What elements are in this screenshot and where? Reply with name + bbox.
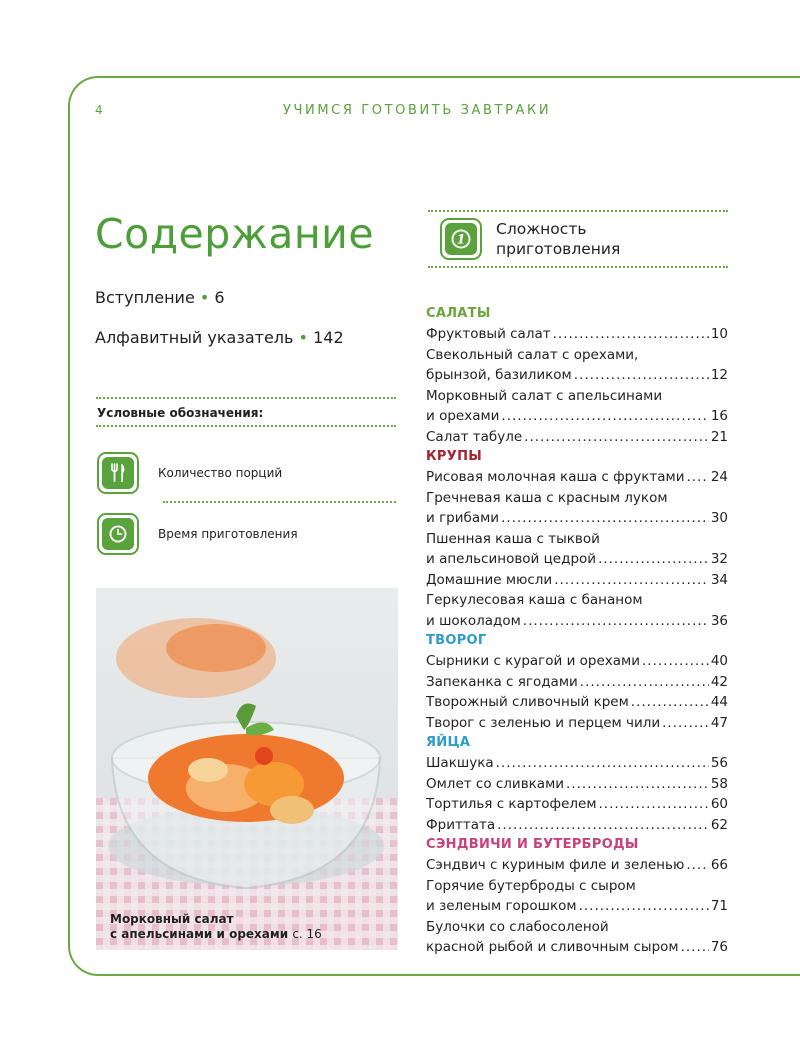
toc-leader-dots [681, 937, 709, 958]
photo-caption [110, 912, 322, 942]
toc-leader-dots [686, 855, 708, 876]
toc-entry-title: Свекольный салат с орехами, [426, 346, 639, 363]
toc-entry-page: 12 [710, 367, 728, 383]
toc-entry-title: Запеканка с ягодами [426, 673, 578, 690]
toc-section-heading: ТВОРОГ [426, 633, 487, 648]
toc-leader-dots [580, 672, 709, 693]
toc-leader-dots [574, 365, 709, 386]
toc-section-heading: ЯЙЦА [426, 735, 471, 750]
toc-leader-dots [631, 692, 709, 713]
toc-entry-title: брынзой, базиликом [426, 367, 572, 383]
toc-entry-title: Шакшука [426, 755, 494, 771]
toc-leader-dots [554, 570, 709, 591]
toc-entry-page: 76 [710, 939, 728, 955]
divider [163, 501, 396, 503]
table-of-contents [426, 304, 728, 958]
toc-entry-title: Сырники с курагой и орехами [426, 653, 641, 669]
divider [96, 425, 396, 427]
divider [428, 210, 728, 212]
difficulty-legend [440, 218, 620, 260]
caption-line1: Морковный салат [110, 912, 234, 926]
toc-entry-page: 58 [710, 775, 728, 792]
difficulty-line2: приготовления [496, 240, 621, 258]
page-number: 4 [95, 103, 103, 117]
toc-entry[interactable] [426, 672, 728, 693]
toc-entry[interactable] [426, 324, 728, 345]
toc-leader-dots [524, 427, 709, 448]
alphabetical-index-link[interactable] [95, 328, 344, 347]
divider [96, 397, 396, 399]
toc-entry-title: Горячие бутерброды с сыром [426, 877, 636, 894]
toc-entry-page: 66 [710, 857, 728, 873]
toc-entry-title: и апельсиновой цедрой [426, 551, 597, 567]
toc-entry[interactable] [426, 753, 728, 774]
salad-photo [96, 588, 398, 950]
caption-page: с. 16 [292, 927, 322, 941]
toc-entry-page: 42 [710, 673, 728, 690]
toc-entry-title: Гречневая каша с красным луком [426, 489, 668, 506]
toc-leader-dots [496, 753, 709, 774]
toc-leader-dots [642, 651, 709, 672]
toc-entry-page: 56 [710, 755, 728, 771]
toc-entry-title: Булочки со слабосоленой [426, 918, 609, 935]
intro-label: Вступление [95, 288, 195, 307]
toc-entry[interactable] [426, 815, 728, 836]
caption-line2: с апельсинами и орехами [110, 927, 289, 941]
cook-time-label: Время приготовления [158, 527, 298, 541]
legend-cook-time [97, 513, 298, 555]
toc-leader-dots [599, 794, 709, 815]
toc-leader-dots [686, 467, 708, 488]
toc-entry-title: Сэндвич с куриным филе и зеленью [426, 857, 685, 873]
divider [428, 266, 728, 268]
toc-entry[interactable] [426, 876, 728, 917]
toc-entry-page: 21 [710, 428, 728, 445]
toc-entry-title: Пшенная каша с тыквой [426, 530, 600, 547]
toc-entry-page: 30 [710, 510, 728, 526]
toc-entry-title: Фруктовый салат [426, 326, 551, 342]
toc-entry-title: Тортилья с картофелем [426, 796, 597, 812]
difficulty-badge-number: 1 [456, 232, 466, 248]
fork-knife-icon [97, 452, 139, 494]
toc-entry[interactable] [426, 774, 728, 795]
toc-entry-page: 44 [710, 694, 728, 710]
toc-entry[interactable] [426, 345, 728, 386]
toc-entry[interactable] [426, 427, 728, 448]
toc-entry-title: Творожный сливочный крем [426, 694, 629, 710]
toc-section-heading: СЭНДВИЧИ И БУТЕРБРОДЫ [426, 837, 639, 852]
toc-entry[interactable] [426, 488, 728, 529]
toc-section-heading: САЛАТЫ [426, 306, 491, 321]
toc-entry[interactable] [426, 855, 728, 876]
toc-entry-page: 36 [710, 612, 728, 629]
toc-entry-page: 62 [710, 816, 728, 833]
toc-entry-title: Геркулесовая каша с бананом [426, 592, 643, 608]
toc-entry[interactable] [426, 794, 728, 815]
toc-leader-dots [598, 549, 709, 570]
toc-entry-title: Омлет со сливками [426, 775, 565, 792]
toc-entry[interactable] [426, 917, 728, 958]
alphabetical-page: 142 [313, 328, 344, 347]
intro-page: 6 [214, 288, 225, 307]
contents-title: Содержание [95, 210, 375, 258]
intro-separator: • [199, 288, 210, 307]
toc-leader-dots [566, 774, 709, 795]
toc-entry[interactable] [426, 570, 728, 591]
toc-leader-dots [553, 324, 709, 345]
legend-servings [97, 452, 282, 494]
toc-section-heading: КРУПЫ [426, 449, 483, 464]
toc-entry-title: Салат табуле [426, 428, 523, 445]
toc-entry-page: 32 [710, 551, 728, 567]
toc-entry-title: Рисовая молочная каша с фруктами [426, 469, 685, 485]
toc-leader-dots [523, 611, 709, 632]
alphabetical-separator: • [298, 328, 308, 347]
toc-entry-page: 34 [710, 571, 728, 588]
toc-entry-page: 60 [710, 796, 728, 812]
toc-leader-dots [497, 815, 709, 836]
toc-entry-page: 47 [710, 714, 728, 731]
toc-entry-title: Творог с зеленью и перцем чили [426, 714, 661, 731]
toc-entry-title: и орехами [426, 408, 500, 424]
toc-entry-page: 40 [710, 653, 728, 669]
toc-entry[interactable] [426, 692, 728, 713]
running-title: УЧИМСЯ ГОТОВИТЬ ЗАВТРАКИ [283, 103, 552, 118]
toc-entry-page: 71 [710, 898, 728, 914]
toc-entry-page: 16 [710, 408, 728, 424]
toc-entry-page: 24 [710, 469, 728, 485]
toc-leader-dots [501, 406, 708, 427]
toc-entry-title: Фриттата [426, 816, 496, 833]
alphabetical-label: Алфавитный указатель [95, 328, 294, 347]
toc-leader-dots [579, 896, 709, 917]
toc-entry-title: и грибами [426, 510, 500, 526]
intro-link[interactable] [95, 288, 225, 307]
toc-entry[interactable] [426, 386, 728, 427]
toc-leader-dots [662, 713, 709, 734]
difficulty-line1: Сложность [496, 220, 587, 238]
toc-entry[interactable] [426, 651, 728, 672]
toc-entry-page: 10 [710, 326, 728, 342]
toc-entry[interactable] [426, 713, 728, 734]
toc-leader-dots [501, 508, 709, 529]
toc-entry-title: Морковный салат с апельсинами [426, 387, 663, 404]
toc-entry[interactable] [426, 590, 728, 631]
toc-entry[interactable] [426, 529, 728, 570]
servings-label: Количество порций [158, 466, 283, 480]
difficulty-badge-icon [440, 218, 482, 260]
toc-entry-title: и шоколадом [426, 612, 521, 629]
toc-entry[interactable] [426, 467, 728, 488]
toc-entry-title: красной рыбой и сливочным сыром [426, 939, 679, 955]
toc-entry-title: и зеленым горошком [426, 898, 577, 914]
legend-heading: Условные обозначения: [97, 406, 264, 420]
clock-icon [97, 513, 139, 555]
toc-entry-title: Домашние мюсли [426, 571, 553, 588]
